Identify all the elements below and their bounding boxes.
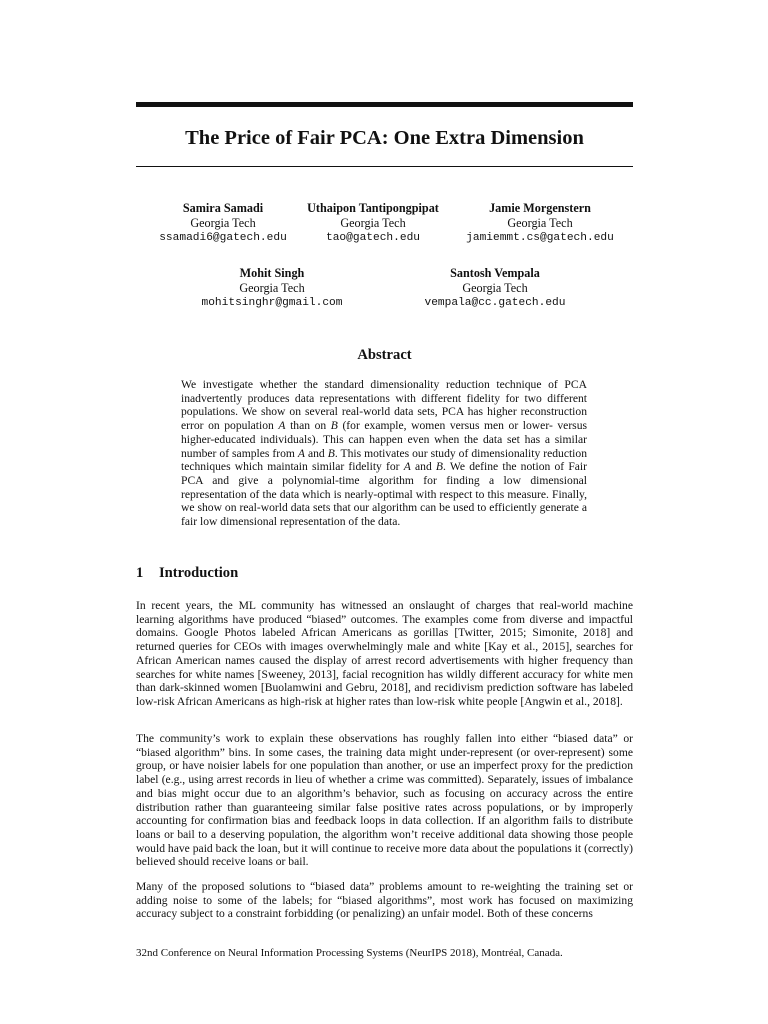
author-affiliation: Georgia Tech (239, 281, 305, 295)
author-block (187, 266, 357, 311)
math-variable: A (403, 460, 411, 474)
author-name: Uthaipon Tantipongpipat (307, 201, 439, 215)
math-variable: A (297, 446, 305, 460)
title-top-rule (136, 102, 633, 107)
author-name: Santosh Vempala (450, 266, 540, 280)
section-title: Introduction (159, 565, 239, 581)
author-email: ssamadi6@gatech.edu (159, 232, 287, 244)
author-block (455, 201, 625, 246)
abstract-segment: (for example, women versus men or lower- versus higher-educated individuals). This can happen even when the data set has a similar number of samples from (181, 419, 587, 460)
abstract-segment: than on (285, 419, 331, 433)
body-paragraph: The community’s work to explain these observations has roughly fallen into either “biased data” or “biased algorithm” bins. In some cases, the training data might under-represent (or over-represent) some group, or have noisier labels for one population than another, or use an imperfect proxy for the prediction label (e.g., using arrest records in lieu of whether a crime was committed). Separately, issues of imbalance and bias might occur due to an algorithm’s behavior, such as focusing on accuracy across the entire distribution rather than guaranteeing similar false positive rates across populations, or by improperly accounting for confirmation bias and feedback loops in data collection. If an algorithm fails to distribute loans or bail to a deserving population, the algorithm won’t receive additional data showing those people would have paid back the loan, but it will continue to receive more data about the populations it (correctly) believed should receive loans or bail. (136, 732, 633, 869)
math-variable: B (327, 446, 335, 460)
author-name: Samira Samadi (182, 201, 264, 215)
section-number: 1 (136, 565, 144, 581)
author-block (293, 201, 453, 246)
abstract-segment: and (305, 446, 328, 460)
abstract-text (181, 378, 587, 529)
abstract-segment: and (410, 460, 436, 474)
title-bottom-rule (136, 166, 633, 167)
author-email: vempala@cc.gatech.edu (424, 297, 566, 309)
author-email: jamiemmt.cs@gatech.edu (466, 232, 614, 244)
paper-title: The Price of Fair PCA: One Extra Dimension (185, 127, 584, 149)
author-name: Jamie Morgenstern (489, 201, 591, 215)
body-paragraph: Many of the proposed solutions to “biased data” problems amount to re-weighting the training set or adding noise to some of the labels; for “biased algorithms”, most work has focused on maximizing accuracy subject to a constraint forbidding (or penalizing) an unfair model. Both of these concerns (136, 880, 633, 921)
abstract-heading: Abstract (357, 347, 412, 363)
author-email: mohitsinghr@gmail.com (201, 297, 343, 309)
author-affiliation: Georgia Tech (190, 216, 256, 230)
conference-footnote: 32nd Conference on Neural Information Processing Systems (NeurIPS 2018), Montréal, Canada. (136, 947, 563, 959)
math-variable: B (435, 460, 444, 474)
author-affiliation: Georgia Tech (462, 281, 528, 295)
author-block (143, 201, 303, 246)
author-affiliation: Georgia Tech (507, 216, 573, 230)
math-variable: B (330, 419, 338, 433)
abstract-segment: We investigate whether the standard dimensionality reduction technique of PCA inadvertently produces data representations with different fidelity for two different populations. We show on several real-world data sets, PCA has higher reconstruction error on population (181, 378, 587, 433)
author-name: Mohit Singh (239, 266, 305, 280)
author-block (410, 266, 580, 311)
body-paragraph: In recent years, the ML community has witnessed an onslaught of charges that real-world machine learning algorithms have produced “biased” outcomes. The examples come from diverse and impactful domains. Google Photos labeled African Americans as gorillas [Twitter, 2015; Simonite, 2018] and returned queries for CEOs with images overwhelmingly male and white [Kay et al., 2015], searches for African American names caused the display of arrest record advertisements with higher frequency than searches for white names [Sweeney, 2013], facial recognition has wildly different accuracy for white men than dark-skinned women [Buolamwini and Gebru, 2018], and recidivism prediction software has labeled low-risk African Americans as high-risk at higher rates than low-risk white people [Angwin et al., 2018]. (136, 599, 633, 708)
math-variable: A (278, 419, 286, 433)
author-affiliation: Georgia Tech (340, 216, 406, 230)
section-heading (136, 564, 238, 582)
abstract-segment: . We define the notion of Fair PCA and give a polynomial-time algorithm for finding a low dimensional representation of the data which is nearly-optimal with respect to this measure. Finally, we show on real-world data sets that our algorithm can be used to efficiently generate a fair low dimensional representation of the data. (181, 460, 587, 529)
abstract-segment: . This motivates our study of dimensionality reduction techniques which maintain similar fidelity for (181, 446, 587, 474)
author-email: tao@gatech.edu (326, 232, 420, 244)
